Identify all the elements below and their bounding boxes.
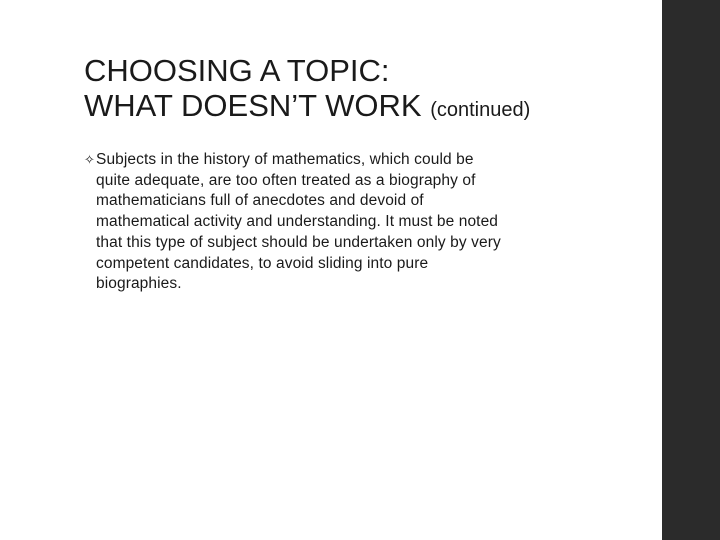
bullet-line: biographies. — [96, 275, 182, 293]
bullet-list — [84, 150, 574, 295]
title-line-1: CHOOSING A TOPIC: — [84, 53, 390, 88]
title-line-2-main: WHAT DOESN’T WORK — [84, 88, 422, 123]
bullet-item — [84, 150, 574, 295]
title-suffix: (continued) — [430, 99, 531, 121]
bullet-line: that this type of subject should be undertaken only by very — [96, 233, 501, 251]
bullet-line: Subjects in the history of mathematics, which could be — [96, 151, 474, 168]
slide-title — [84, 53, 644, 128]
bullet-line: competent candidates, to avoid sliding into pure — [96, 254, 429, 272]
bullet-text — [96, 150, 574, 295]
title-line-2 — [84, 88, 644, 128]
bullet-line: mathematicians full of anecdotes and devoid of — [96, 192, 424, 210]
four-point-star-outline-icon: ✧ — [84, 152, 95, 167]
bullet-line: mathematical activity and understanding. It must be noted — [96, 213, 499, 231]
bullet-line: quite adequate, are too often treated as a biography of — [96, 171, 476, 189]
side-accent-bar — [662, 0, 720, 540]
